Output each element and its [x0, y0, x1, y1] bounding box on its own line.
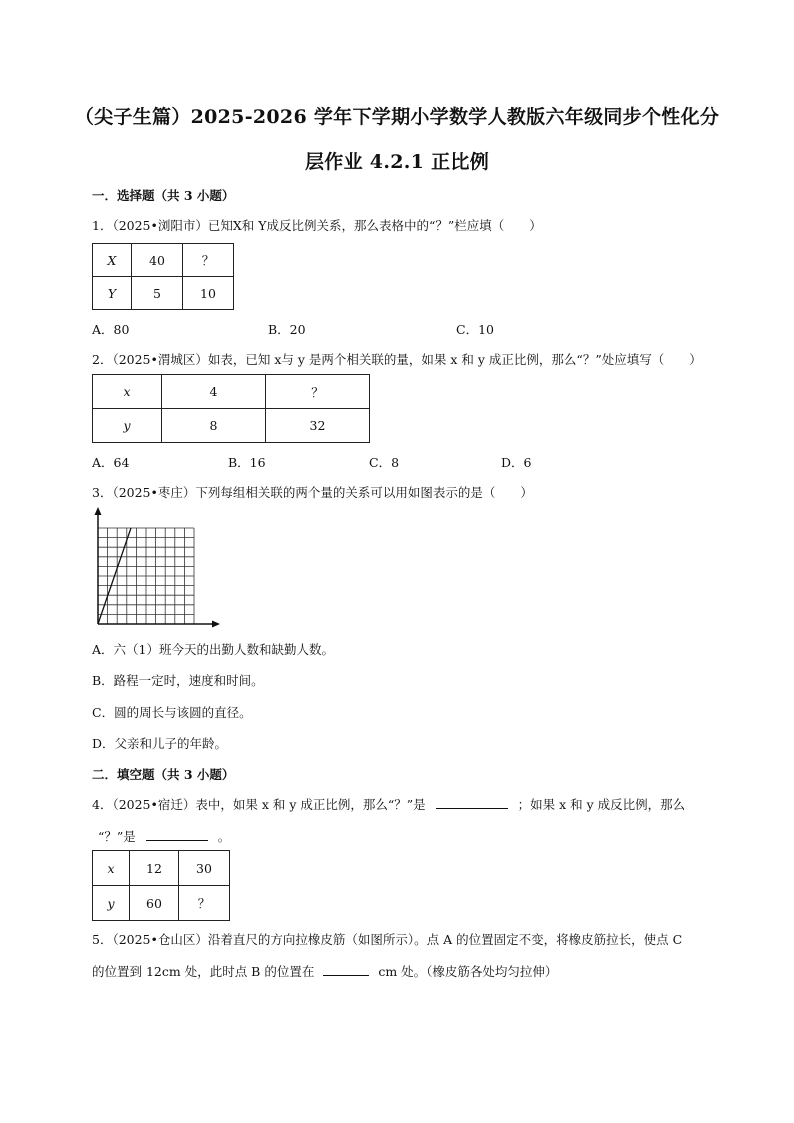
question-4-text-b: ；如果 x 和 y 成反比例，那么 [517, 797, 686, 812]
table-cell: ？ [266, 375, 370, 409]
question-3-option-d: D．父亲和儿子的年龄。 [92, 736, 228, 751]
question-4-table [92, 850, 230, 921]
answer-blank-1[interactable] [436, 796, 508, 809]
table-cell: 32 [266, 409, 370, 443]
question-5-line2 [92, 962, 557, 980]
table-cell: 60 [130, 886, 179, 921]
x-axis-arrow-icon [212, 621, 220, 628]
answer-blank-3[interactable] [323, 963, 369, 976]
section-heading-choice: 一．选择题（共 3 小题） [92, 188, 235, 203]
question-1-text: 1．（2025•浏阳市）已知X和 Y成反比例关系，那么表格中的“？”栏应填（ ） [92, 218, 542, 233]
table-cell: X [93, 244, 132, 277]
question-5-line1: 5．（2025•仓山区）沿着直尺的方向拉橡皮筋（如图所示）。点 A 的位置固定不变，将橡皮筋拉长，使点 C [92, 932, 683, 947]
question-2-option-a: A．64 [92, 455, 130, 470]
question-2-option-d: D．6 [501, 455, 532, 470]
table-cell: ？ [179, 886, 230, 921]
table-cell: x [93, 375, 162, 409]
table-cell: 8 [162, 409, 266, 443]
question-3-graph [88, 504, 224, 630]
y-axis-arrow-icon [95, 507, 102, 515]
document-title-line2: 层作业 4.2.1 正比例 [304, 151, 490, 173]
question-4-line2 [98, 827, 230, 845]
document-title-line1: （尖子生篇）2025-2026 学年下学期小学数学人教版六年级同步个性化分 [74, 106, 720, 128]
question-5-text-b: cm 处。（橡皮筋各处均匀拉伸） [378, 964, 558, 979]
question-3-option-a: A．六（1）班今天的出勤人数和缺勤人数。 [92, 642, 334, 657]
question-2-table [92, 374, 370, 443]
table-cell: y [93, 409, 162, 443]
question-3-option-b: B．路程一定时，速度和时间。 [92, 673, 264, 688]
table-cell: ？ [183, 244, 234, 277]
table-cell: 30 [179, 851, 230, 886]
table-cell: Y [93, 277, 132, 310]
question-2-option-b: B．16 [228, 455, 266, 470]
question-4-text-a: 4．（2025•宿迁）表中，如果 x 和 y 成正比例，那么“？”是 [92, 797, 426, 812]
table-cell: y [93, 886, 130, 921]
question-3-option-c: C．圆的周长与该圆的直径。 [92, 705, 252, 720]
question-4-text-c: “？”是 [98, 829, 136, 844]
section-heading-fill-blank: 二．填空题（共 3 小题） [92, 767, 235, 782]
table-cell: 4 [162, 375, 266, 409]
question-1-option-c: C．10 [456, 322, 494, 337]
answer-blank-2[interactable] [146, 828, 208, 841]
table-cell: 10 [183, 277, 234, 310]
question-4-text-d: 。 [217, 829, 231, 844]
table-cell: 40 [132, 244, 183, 277]
question-1-table [92, 243, 234, 310]
question-1-option-a: A．80 [92, 322, 130, 337]
table-cell: 5 [132, 277, 183, 310]
question-3-text: 3．（2025•枣庄）下列每组相关联的两个量的关系可以用如图表示的是（ ） [92, 485, 533, 500]
table-cell: 12 [130, 851, 179, 886]
question-2-text: 2．（2025•渭城区）如表，已知 x与 y 是两个相关联的量，如果 x 和 y 成正比例，那么“？”处应填写（ ） [92, 352, 702, 367]
table-cell: x [93, 851, 130, 886]
question-2-option-c: C．8 [369, 455, 400, 470]
question-1-option-b: B．20 [268, 322, 306, 337]
question-4-line1 [92, 795, 685, 813]
question-5-text-a: 的位置到 12cm 处，此时点 B 的位置在 [92, 964, 315, 979]
graph-grid [98, 528, 194, 624]
